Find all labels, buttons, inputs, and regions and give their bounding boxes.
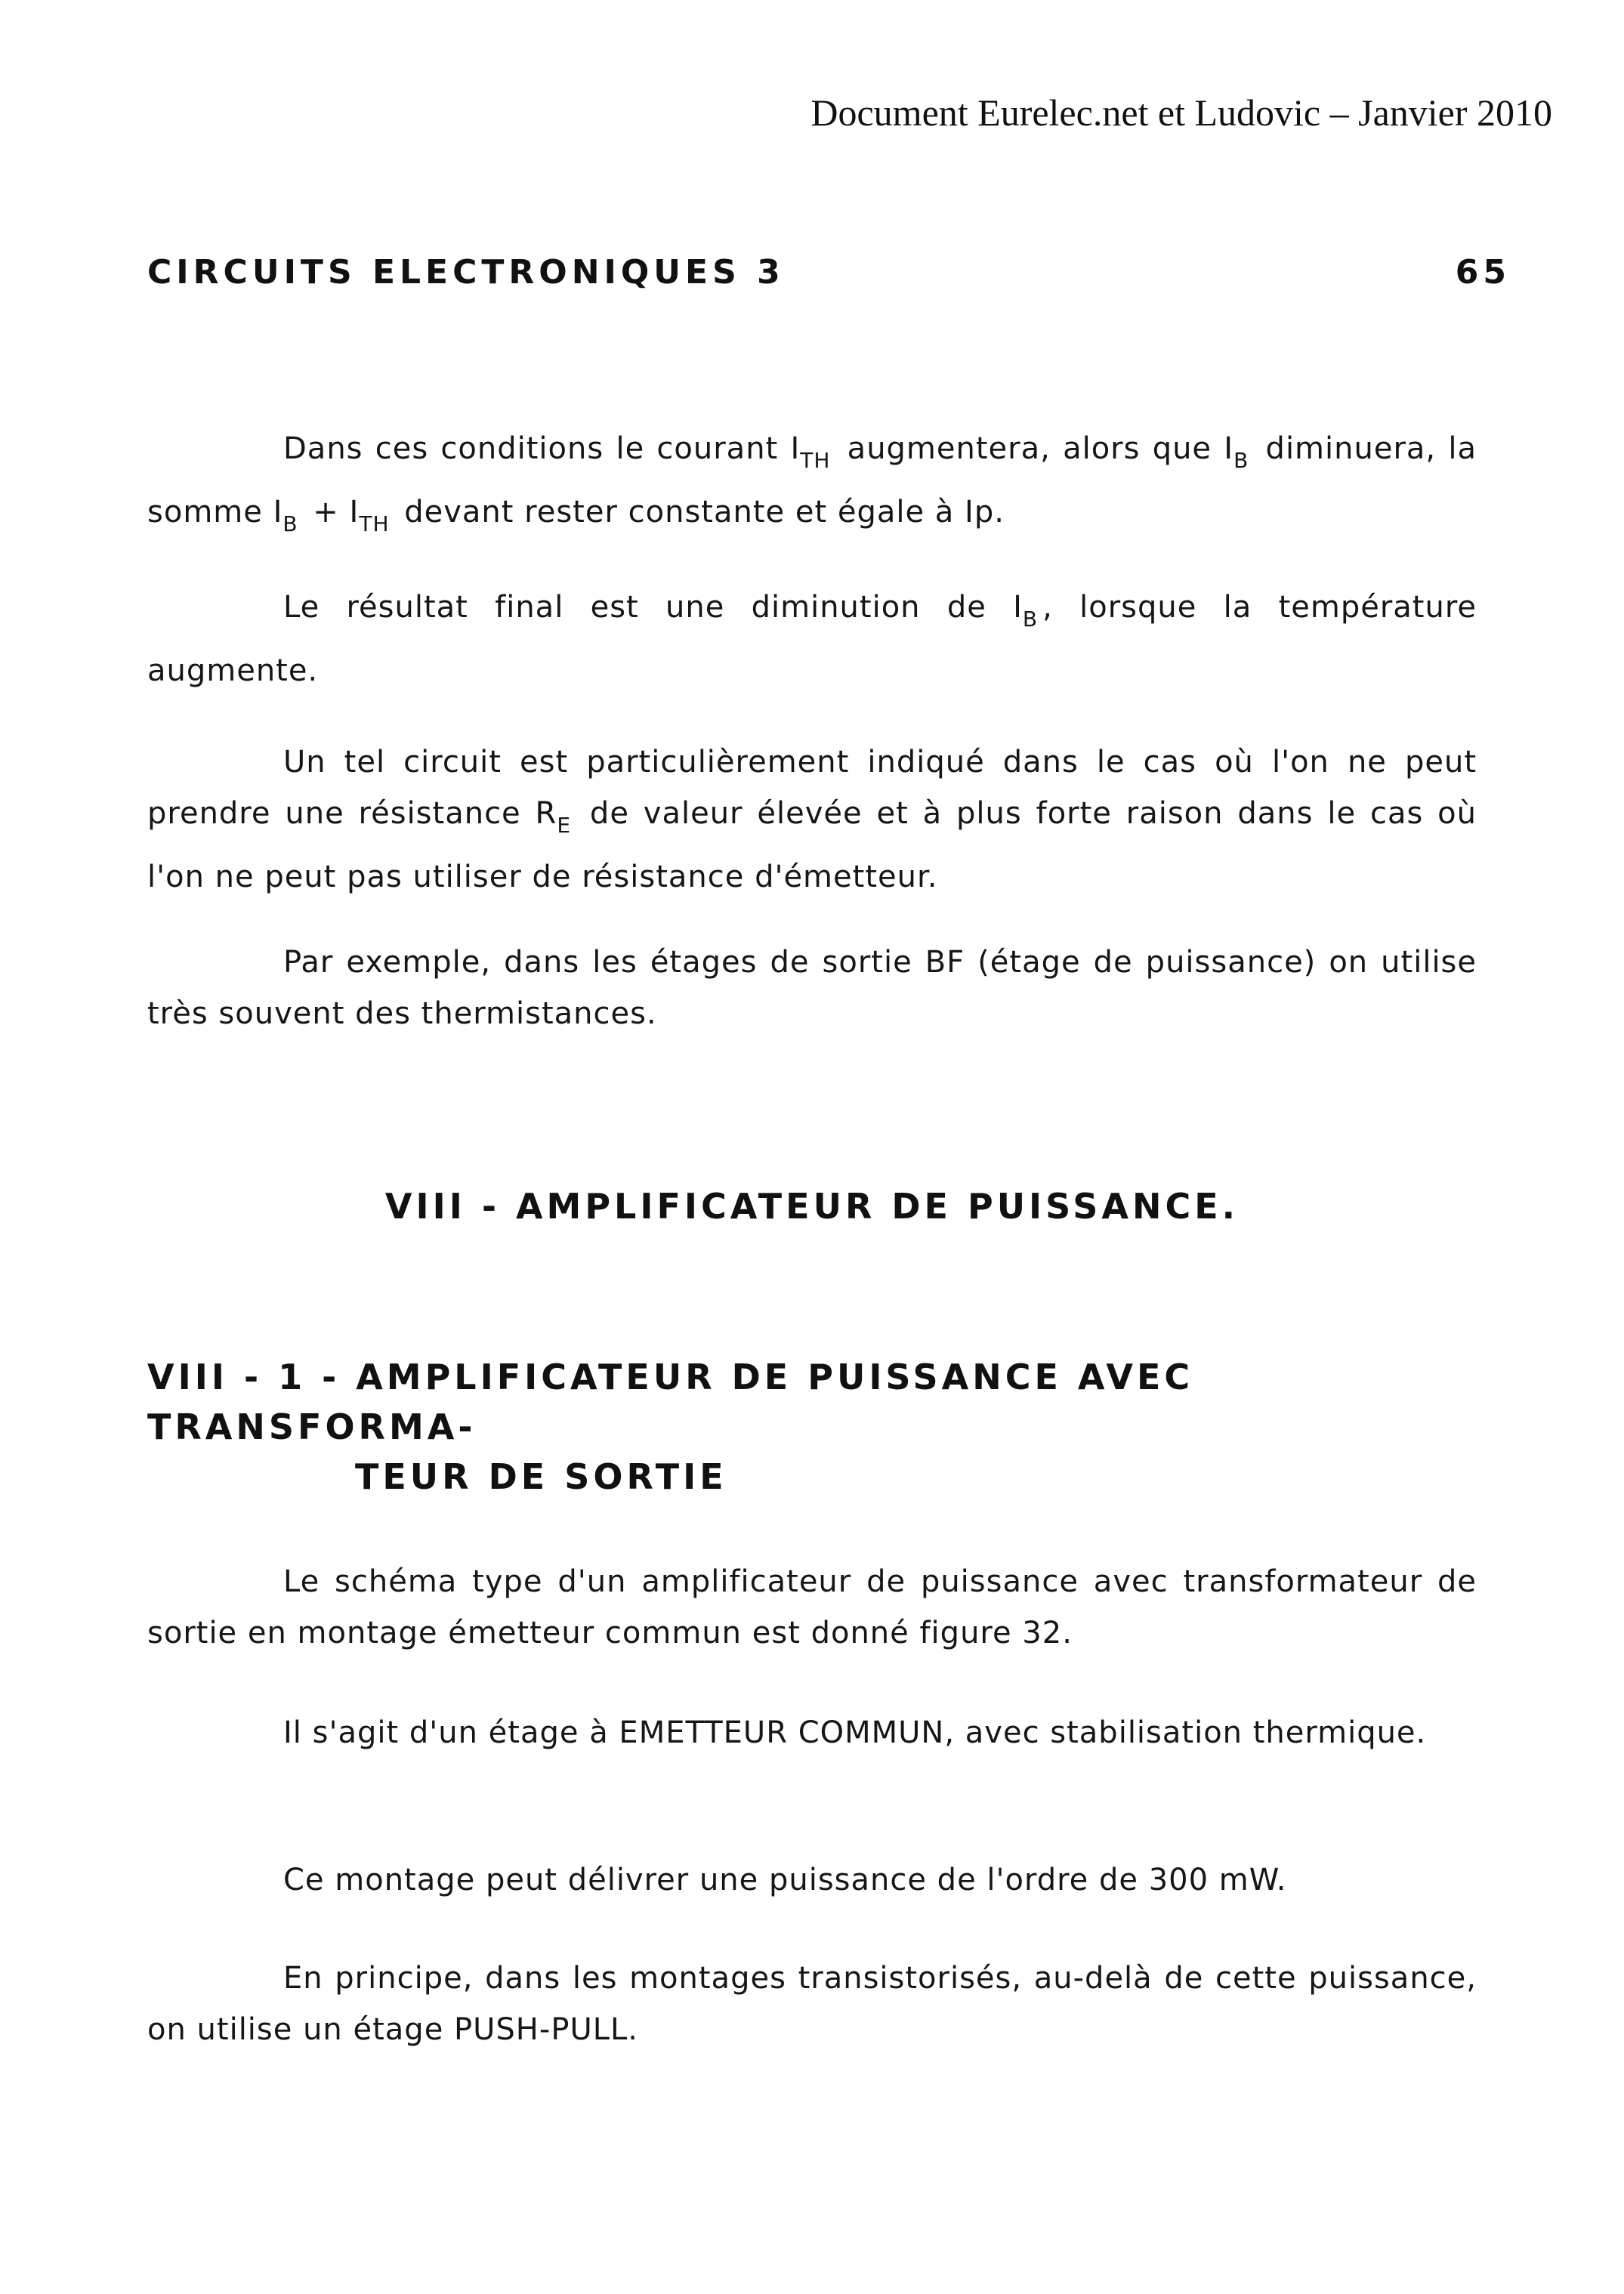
paragraph-7 bbox=[147, 1854, 1477, 1906]
paragraph-2 bbox=[147, 582, 1477, 696]
page-header bbox=[147, 253, 1511, 292]
text-run: diminuera, la somme I bbox=[147, 431, 1477, 530]
subscript: E bbox=[557, 813, 572, 838]
chapter-title: CIRCUITS ELECTRONIQUES 3 bbox=[147, 253, 785, 292]
source-note: Document Eurelec.net et Ludovic – Janvier 2010 bbox=[810, 91, 1552, 134]
paragraph-3 bbox=[147, 736, 1477, 903]
subsection-title-line-2: TEUR DE SORTIE bbox=[355, 1456, 727, 1497]
text-run: + I bbox=[302, 495, 360, 530]
paragraph-6 bbox=[147, 1707, 1477, 1758]
paragraph-8 bbox=[147, 1953, 1477, 2055]
subsection-title bbox=[147, 1352, 1492, 1502]
text-run: , lorsque la température augmente. bbox=[147, 590, 1477, 688]
page-number: 65 bbox=[1455, 253, 1511, 292]
paragraph-4 bbox=[147, 937, 1477, 1039]
section-title: VIII - AMPLIFICATEUR DE PUISSANCE. bbox=[384, 1186, 1240, 1227]
text-run: devant rester constante et égale à Ip. bbox=[394, 495, 1005, 530]
text-run: Ce montage peut délivrer une puissance de l'ordre de 300 mW. bbox=[283, 1863, 1287, 1897]
text-run: Le schéma type d'un amplificateur de puissance avec transformateur de sortie en montage émetteur commun est donné figure 32. bbox=[147, 1564, 1477, 1650]
paragraph-5 bbox=[147, 1556, 1477, 1659]
text-run: Le résultat final est une diminution de I bbox=[283, 590, 1023, 625]
subscript: B bbox=[1233, 448, 1249, 473]
text-run: Dans ces conditions le courant I bbox=[283, 431, 801, 466]
text-run: de valeur élevée et à plus forte raison dans le cas où l'on ne peut pas utiliser de résistance d'émetteur. bbox=[147, 796, 1477, 894]
subsection-title-line-1: VIII - 1 - AMPLIFICATEUR DE PUISSANCE AVEC TRANSFORMA- bbox=[147, 1357, 1194, 1447]
text-run: En principe, dans les montages transistorisés, au-delà de cette puissance, on utilise un étage PUSH-PULL. bbox=[147, 1961, 1477, 2047]
text-run: Il s'agit d'un étage à EMETTEUR COMMUN, avec stabilisation thermique. bbox=[283, 1715, 1427, 1750]
text-run: Par exemple, dans les étages de sortie BF (étage de puissance) on utilise très souvent des thermistances. bbox=[147, 945, 1477, 1031]
text-run: augmentera, alors que I bbox=[835, 431, 1234, 466]
text-run: Un tel circuit est particulièrement indiqué dans le cas où l'on ne peut prendre une résistance R bbox=[147, 745, 1477, 831]
subscript: B bbox=[283, 511, 298, 536]
subscript: TH bbox=[800, 448, 831, 473]
subscript: TH bbox=[359, 511, 390, 536]
subscript: B bbox=[1022, 607, 1039, 631]
paragraph-1 bbox=[147, 423, 1477, 550]
